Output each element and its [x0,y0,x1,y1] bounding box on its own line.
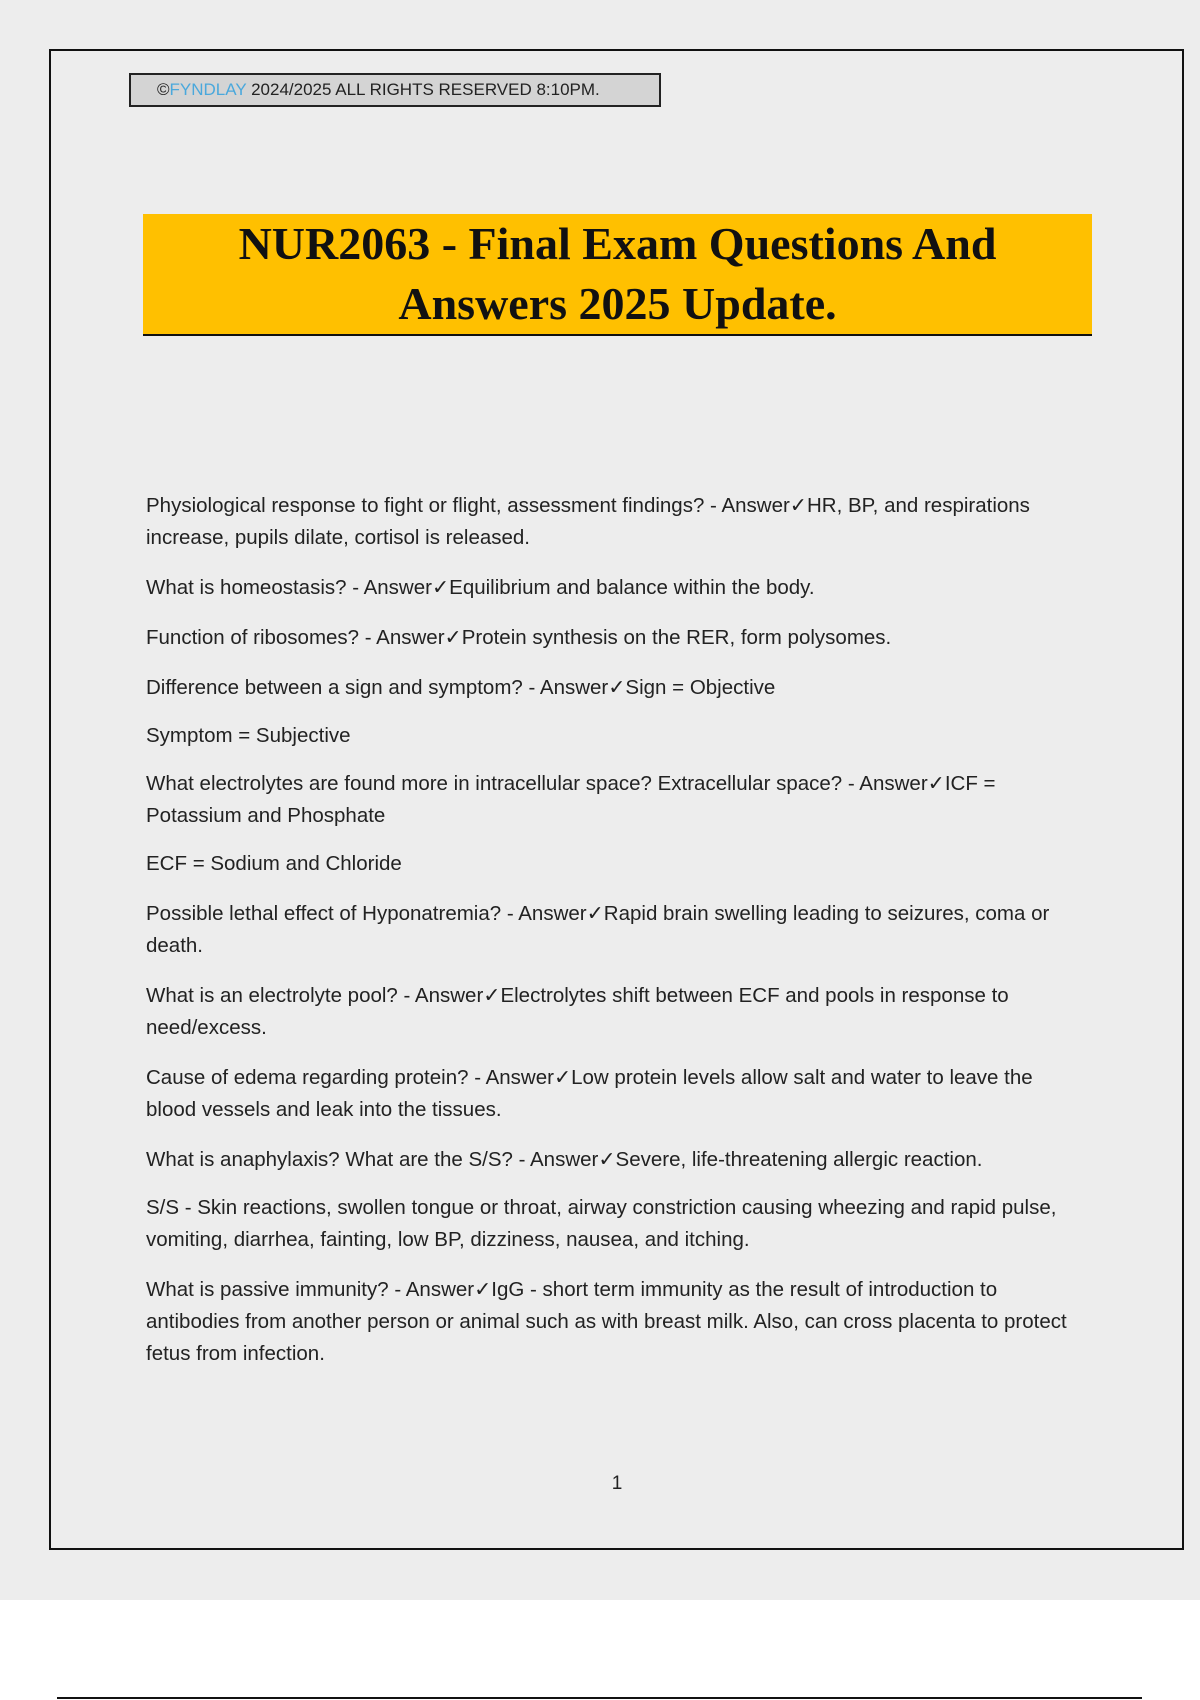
qa-item: Physiological response to fight or flight, assessment findings? - Answer✓HR, BP, and respirations increase, pupils dilate, cortisol is released. [146,494,1030,549]
copyright-text: 2024/2025 ALL RIGHTS RESERVED 8:10PM. [246,80,600,99]
copyright-notice [129,73,661,107]
qa-item: S/S - Skin reactions, swollen tongue or throat, airway constriction causing wheezing and rapid pulse, vomiting, diarrhea, fainting, low BP, dizziness, nausea, and itching. [146,1196,1057,1251]
copyright-symbol: © [157,80,170,99]
document-title: NUR2063 - Final Exam Questions And Answers 2025 Update. [238,218,997,329]
qa-item: What is homeostasis? - Answer✓Equilibrium and balance within the body. [146,576,815,599]
qa-item: Symptom = Subjective [146,724,351,747]
qa-item: Difference between a sign and symptom? - Answer✓Sign = Objective [146,676,776,699]
qa-item: What electrolytes are found more in intracellular space? Extracellular space? - Answer✓ICF = Potassium and Phosphate [146,772,996,827]
title-banner [143,214,1092,336]
qa-item: What is passive immunity? - Answer✓IgG - short term immunity as the result of introduction to antibodies from another person or animal such as with breast milk. Also, can cross placenta to protect fetus from infection. [146,1278,1067,1365]
copyright-brand: FYNDLAY [169,80,247,99]
qa-item: What is anaphylaxis? What are the S/S? - Answer✓Severe, life-threatening allergic reaction. [146,1148,983,1171]
qa-item: Function of ribosomes? - Answer✓Protein synthesis on the RER, form polysomes. [146,626,892,649]
qa-item: Cause of edema regarding protein? - Answer✓Low protein levels allow salt and water to leave the blood vessels and leak into the tissues. [146,1066,1033,1121]
qa-item: What is an electrolyte pool? - Answer✓Electrolytes shift between ECF and pools in response to need/excess. [146,984,1009,1039]
footer-divider [57,1697,1142,1699]
qa-item: ECF = Sodium and Chloride [146,852,402,875]
qa-item: Possible lethal effect of Hyponatremia? - Answer✓Rapid brain swelling leading to seizures, coma or death. [146,902,1050,957]
page-number: 1 [611,1473,623,1494]
qa-list [146,490,1086,1388]
